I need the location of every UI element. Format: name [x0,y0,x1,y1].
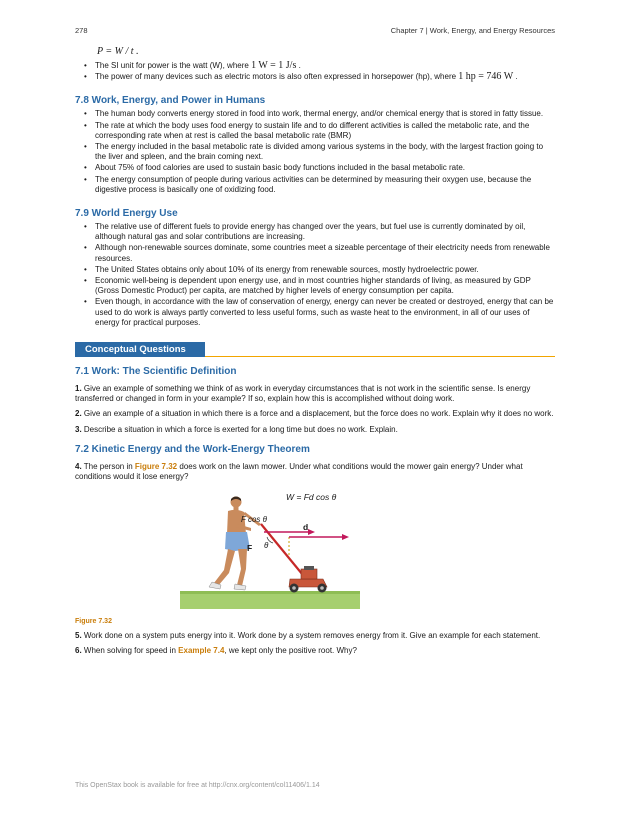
conceptual-questions-banner [75,340,555,357]
section-7-9-bullets [75,222,555,328]
figure-link[interactable]: Figure 7.32 [134,461,178,471]
subsection-heading-7-2: 7.2 Kinetic Energy and the Work-Energy Theorem [75,443,310,455]
lawn-mower-illustration [75,487,555,612]
list-item: • Although non-renewable sources dominate, some countries meet a sizeable percentage of their electricity needs from renewable resources. [75,243,555,263]
list-item: • The rate at which the body uses food energy to sustain life and to do different activities is called the metabolic rate, and the corresponding rate when at rest is called the basal metabolic rate (BMR) [75,121,555,141]
figure-caption: Figure 7.32 [75,618,112,626]
question-2: 2. Give an example of a situation in which there is a force and a displacement, but the force does no work. Explain why it does no work. [75,409,554,419]
question-5: 5. Work done on a system puts energy into it. Work done by a system removes energy from it. Give an example for each statement. [75,631,541,641]
list-item: • Even though, in accordance with the law of conservation of energy, energy can never be created or destroyed, energy that can be used to do work is always partly converted to less useful forms, such as waste heat to the environment, in all of our uses of energy for practical purposes. [75,297,555,328]
section-heading-7-8: 7.8 Work, Energy, and Power in Humans [75,95,266,107]
list-item: • The energy included in the basal metabolic rate is divided among various systems in the body, with the largest fraction going to the liver and spleen, and the brain coming next. [75,142,555,162]
example-link[interactable]: Example 7.4 [178,646,225,656]
list-item: • The relative use of different fuels to provide energy has changed over the years, but fuel use is currently dominated by oil, although natural gas and solar contributions are increasing. [75,222,555,242]
page-number: 278 [75,26,88,35]
question-1: 1. Give an example of something we think of as work in everyday circumstances that is not work in the scientific sense. Is energy transferred or changed in form in your example? If so, explain how this is accomplished without doing work. [75,384,531,404]
force-component-label: F cos θ [241,515,267,525]
math-expression: 1 W = 1 J/s [251,60,297,71]
section-heading-7-9: 7.9 World Energy Use [75,208,178,220]
conceptual-questions-label: Conceptual Questions [75,342,205,357]
page-content [75,40,555,662]
list-item: • Economic well-being is dependent upon energy use, and in most countries higher standards of living, as measured by GDP (Gross Domestic Product) per capita, are matched by higher levels of energy consumption per capita. [75,276,555,296]
list-item: • The power of many devices such as electric motors is also often expressed in horsepower (hp), where 1 hp = 746 W . [75,72,555,82]
question-3: 3. Describe a situation in which a force is exerted for a long time but does no work. Explain. [75,424,398,434]
list-item: • The human body converts energy stored in food into work, thermal energy, and/or chemical energy that is stored in fatty tissue. [75,109,555,119]
work-equation: W = Fd cos θ [286,492,337,503]
section-7-8-bullets [75,109,555,195]
question-4: 4. The person in Figure 7.32 does work on the lawn mower. Under what conditions would the mower gain energy? Under what conditions would it lose energy? [75,461,523,482]
angle-label: θ [264,541,269,551]
list-item: • The United States obtains only about 10% of its energy from renewable sources, mostly hydroelectric power. [75,265,555,275]
force-label: F [247,543,253,554]
list-item: • The SI unit for power is the watt (W), where 1 W = 1 J/s . [75,61,555,71]
displacement-label: d [303,522,309,533]
lawn-mower-icon [289,566,327,593]
chapter-title: Chapter 7 | Work, Energy, and Energy Resources [390,26,555,35]
list-item: • About 75% of food calories are used to sustain basic body functions included in the basal metabolic rate. [75,163,555,173]
math-expression: 1 hp = 746 W [458,71,514,83]
person-icon [209,497,261,591]
subsection-heading-7-1: 7.1 Work: The Scientific Definition [75,366,237,378]
power-bullets [75,61,555,82]
lawn-mower-figure [75,487,555,612]
page-footer: This OpenStax book is available for free at http://cnx.org/content/col11406/1.14 [75,782,320,789]
question-6: 6. When solving for speed in Example 7.4, we kept only the positive root. Why? [75,646,357,656]
list-item: • The energy consumption of people during various activities can be determined by measuring their oxygen use, because the digestive process is basically one of oxidizing food. [75,175,555,195]
power-formula: P = W / t . [97,46,139,57]
